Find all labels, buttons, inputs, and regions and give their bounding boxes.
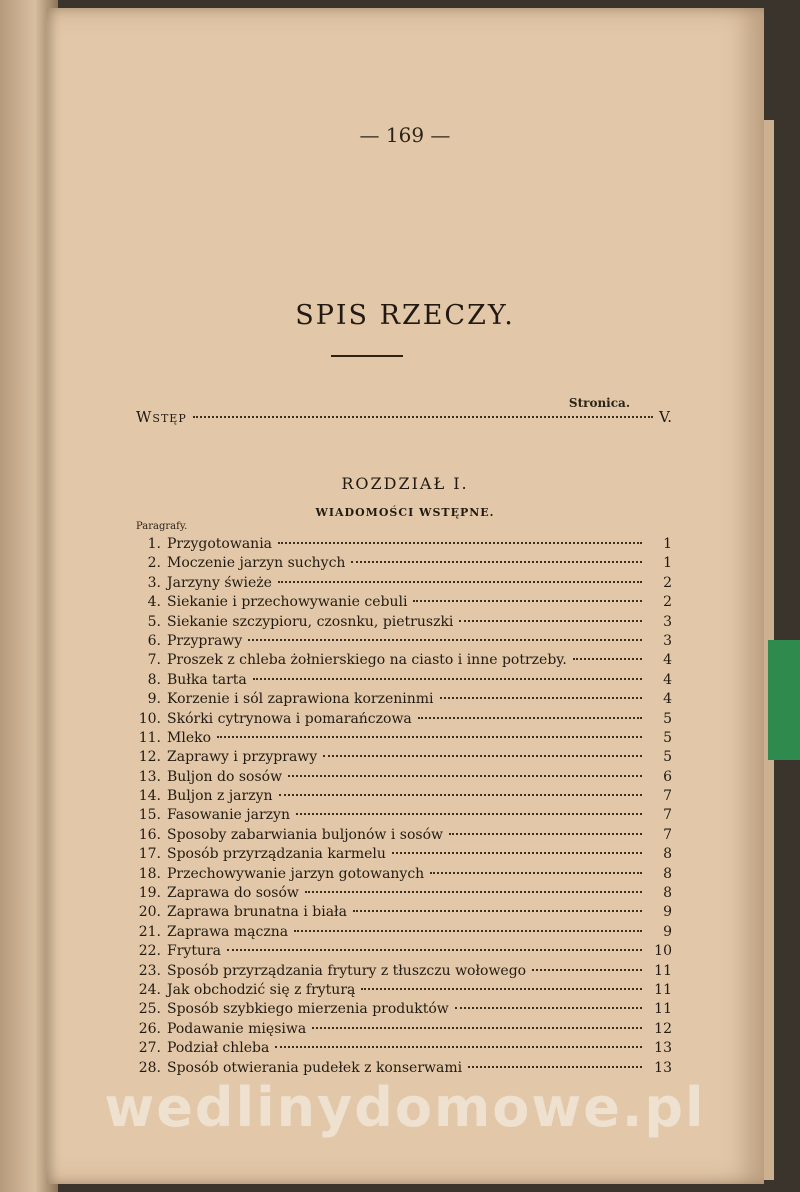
toc-entry-title: Fasowanie jarzyn <box>167 807 290 824</box>
leader-dots <box>351 561 642 563</box>
toc-entry-title: Podawanie mięsiwa <box>167 1020 307 1037</box>
toc-entry-page: 13 <box>654 1059 672 1076</box>
toc-entry <box>126 1021 672 1040</box>
toc-entry-page: 12 <box>654 1020 672 1037</box>
leader-dots <box>353 910 642 912</box>
toc-entry-number: 14. <box>138 788 161 805</box>
leader-dots <box>294 930 642 932</box>
leader-dots <box>323 755 642 757</box>
toc-entry-number: 19. <box>138 885 161 902</box>
toc-entry-number: 3. <box>147 574 161 591</box>
toc-entry <box>126 730 672 749</box>
leader-dots <box>312 1027 642 1029</box>
toc-entry-page: 11 <box>654 981 672 998</box>
toc-entry-page: 4 <box>663 671 672 688</box>
toc-entry <box>126 691 672 710</box>
toc-entry-page: 8 <box>663 846 672 863</box>
toc-entry-number: 12. <box>138 749 161 766</box>
toc-entry-title: Przyprawy <box>167 632 243 649</box>
toc-entry-title: Zaprawa do sosów <box>167 885 299 902</box>
toc-entry-number: 7. <box>147 652 161 669</box>
toc-entry-number: 16. <box>138 826 161 843</box>
toc-entry <box>126 769 672 788</box>
leader-dots <box>459 620 642 622</box>
toc-entry <box>126 672 672 691</box>
toc-entry <box>126 575 672 594</box>
toc-entry-page: 1 <box>663 555 672 572</box>
leader-dots <box>413 600 642 602</box>
toc-entry <box>126 807 672 826</box>
toc-entry-number: 2. <box>147 555 161 572</box>
toc-entry-title: Jak obchodzić się z fryturą <box>167 981 356 998</box>
leader-dots <box>275 1046 642 1048</box>
leader-dots <box>430 872 642 874</box>
toc-entry-page: 11 <box>654 962 672 979</box>
toc-entry-number: 28. <box>138 1059 161 1076</box>
toc-entry-number: 6. <box>147 632 161 649</box>
toc-entry <box>126 904 672 923</box>
toc-entry-title: Sposób przyrządzania frytury z tłuszczu wołowego <box>167 962 527 979</box>
toc-entry-page: 7 <box>663 788 672 805</box>
toc-entry-page: 8 <box>663 885 672 902</box>
toc-entry-number: 21. <box>138 923 161 940</box>
leader-dots <box>296 813 642 815</box>
leader-dots <box>248 639 642 641</box>
toc-entry <box>126 1001 672 1020</box>
leader-dots <box>288 775 642 777</box>
toc-entry-page: 4 <box>663 652 672 669</box>
toc-entry-number: 4. <box>147 594 161 611</box>
toc-entry <box>126 652 672 671</box>
toc-entry-title: Proszek z chleba żołnierskiego na ciasto i inne potrzeby. <box>167 652 567 669</box>
toc-entry <box>126 633 672 652</box>
toc-entry-page: 7 <box>663 826 672 843</box>
toc-entry-title: Sposób przyrządzania karmelu <box>167 846 386 863</box>
toc-entry-title: Przechowywanie jarzyn gotowanych <box>167 865 425 882</box>
toc-entry-title: Sposób szybkiego mierzenia produktów <box>167 1001 449 1018</box>
leader-dots <box>449 833 642 835</box>
toc-entry-number: 22. <box>138 943 161 960</box>
toc-entry-title: Mleko <box>167 729 212 746</box>
toc-entry-number: 17. <box>138 846 161 863</box>
toc-entry-number: 27. <box>138 1040 161 1057</box>
toc-entry <box>126 943 672 962</box>
toc-entry-page: 1 <box>663 536 672 552</box>
toc-entry-page: 9 <box>663 904 672 921</box>
chapter-subtitle: WIADOMOŚCI WSTĘPNE. <box>315 506 495 519</box>
paragraphs-label: Paragrafy. <box>136 521 188 532</box>
toc-entry-page: 13 <box>654 1040 672 1057</box>
toc-entry <box>126 963 672 982</box>
toc-entry-title: Skórki cytrynowa i pomarańczowa <box>167 710 412 727</box>
page-number: — 169 — <box>359 123 451 147</box>
toc-entry-page: 2 <box>663 594 672 611</box>
toc-entry-number: 1. <box>147 536 161 552</box>
toc-entry-page: 5 <box>663 710 672 727</box>
intro-label: Wstęp <box>136 408 187 426</box>
page-column-header: Stronica. <box>568 396 630 410</box>
toc-entry <box>126 924 672 943</box>
leader-dots <box>532 969 642 971</box>
leader-dots <box>392 852 642 854</box>
toc-entry <box>126 711 672 730</box>
intro-entry <box>136 408 672 426</box>
toc-entry-page: 6 <box>663 768 672 785</box>
page-title: SPIS RZECZY. <box>295 300 515 331</box>
toc-entry <box>126 846 672 865</box>
toc-entry-page: 5 <box>663 749 672 766</box>
toc-entry <box>126 536 672 555</box>
toc-entry <box>126 982 672 1001</box>
toc-entry-number: 20. <box>138 904 161 921</box>
toc-entry-title: Korzenie i sól zaprawiona korzeninmi <box>167 691 434 708</box>
table-of-contents <box>126 536 672 1079</box>
watermark: wedlinydomowe.pl <box>104 1076 706 1139</box>
toc-entry-page: 9 <box>663 923 672 940</box>
toc-entry-number: 11. <box>138 729 161 746</box>
bookmark-ribbon <box>768 640 800 760</box>
toc-entry-number: 23. <box>138 962 161 979</box>
toc-entry <box>126 866 672 885</box>
toc-entry <box>126 1040 672 1059</box>
leader-dots <box>279 794 642 796</box>
toc-entry-page: 7 <box>663 807 672 824</box>
toc-entry-number: 26. <box>138 1020 161 1037</box>
toc-entry-title: Bułka tarta <box>167 671 247 688</box>
toc-entry-page: 2 <box>663 574 672 591</box>
leader-dots <box>217 736 642 738</box>
toc-entry-page: 5 <box>663 729 672 746</box>
toc-entry <box>126 788 672 807</box>
toc-entry-page: 3 <box>663 613 672 630</box>
leader-dots <box>468 1066 642 1068</box>
toc-entry-title: Przygotowania <box>167 536 273 552</box>
toc-entry-title: Sposób otwierania pudełek z konserwami <box>167 1059 463 1076</box>
title-rule <box>331 355 403 357</box>
toc-entry-page: 8 <box>663 865 672 882</box>
toc-entry <box>126 594 672 613</box>
toc-entry-number: 10. <box>138 710 161 727</box>
toc-entry-page: 11 <box>654 1001 672 1018</box>
leader-dots <box>418 717 642 719</box>
toc-entry <box>126 614 672 633</box>
toc-entry-title: Zaprawa mączna <box>167 923 289 940</box>
leader-dots <box>227 949 642 951</box>
toc-entry <box>126 555 672 574</box>
toc-entry-title: Zaprawa brunatna i biała <box>167 904 347 921</box>
toc-entry-page: 10 <box>654 943 672 960</box>
toc-entry-title: Zaprawy i przyprawy <box>167 749 318 766</box>
toc-entry-number: 24. <box>138 981 161 998</box>
toc-entry-number: 15. <box>138 807 161 824</box>
toc-entry-number: 5. <box>147 613 161 630</box>
toc-entry-title: Frytura <box>167 943 221 960</box>
toc-entry-page: 3 <box>663 632 672 649</box>
leader-dots <box>193 416 653 418</box>
intro-page: V. <box>659 408 672 426</box>
toc-entry <box>126 827 672 846</box>
leader-dots <box>455 1007 642 1009</box>
toc-entry <box>126 885 672 904</box>
leader-dots <box>440 697 642 699</box>
book-page <box>46 8 764 1184</box>
toc-entry-title: Jarzyny świeże <box>167 574 272 591</box>
toc-entry-number: 9. <box>147 691 161 708</box>
leader-dots <box>278 581 642 583</box>
leader-dots <box>305 891 642 893</box>
leader-dots <box>361 988 642 990</box>
leader-dots <box>573 658 642 660</box>
toc-entry-number: 13. <box>138 768 161 785</box>
toc-entry-title: Siekanie szczypioru, czosnku, pietruszki <box>167 613 454 630</box>
toc-entry-title: Moczenie jarzyn suchych <box>167 555 346 572</box>
toc-entry <box>126 749 672 768</box>
toc-entry-title: Buljon z jarzyn <box>167 788 273 805</box>
toc-entry-title: Podział chleba <box>167 1040 270 1057</box>
leader-dots <box>253 678 642 680</box>
toc-entry-title: Buljon do sosów <box>167 768 283 785</box>
toc-entry-title: Sposoby zabarwiania buljonów i sosów <box>167 826 443 843</box>
toc-entry-number: 25. <box>138 1001 161 1018</box>
toc-entry-title: Siekanie i przechowywanie cebuli <box>167 594 408 611</box>
toc-entry-number: 8. <box>147 671 161 688</box>
toc-entry-number: 18. <box>138 865 161 882</box>
toc-entry-page: 4 <box>663 691 672 708</box>
chapter-title: ROZDZIAŁ I. <box>341 474 469 493</box>
leader-dots <box>278 542 642 544</box>
